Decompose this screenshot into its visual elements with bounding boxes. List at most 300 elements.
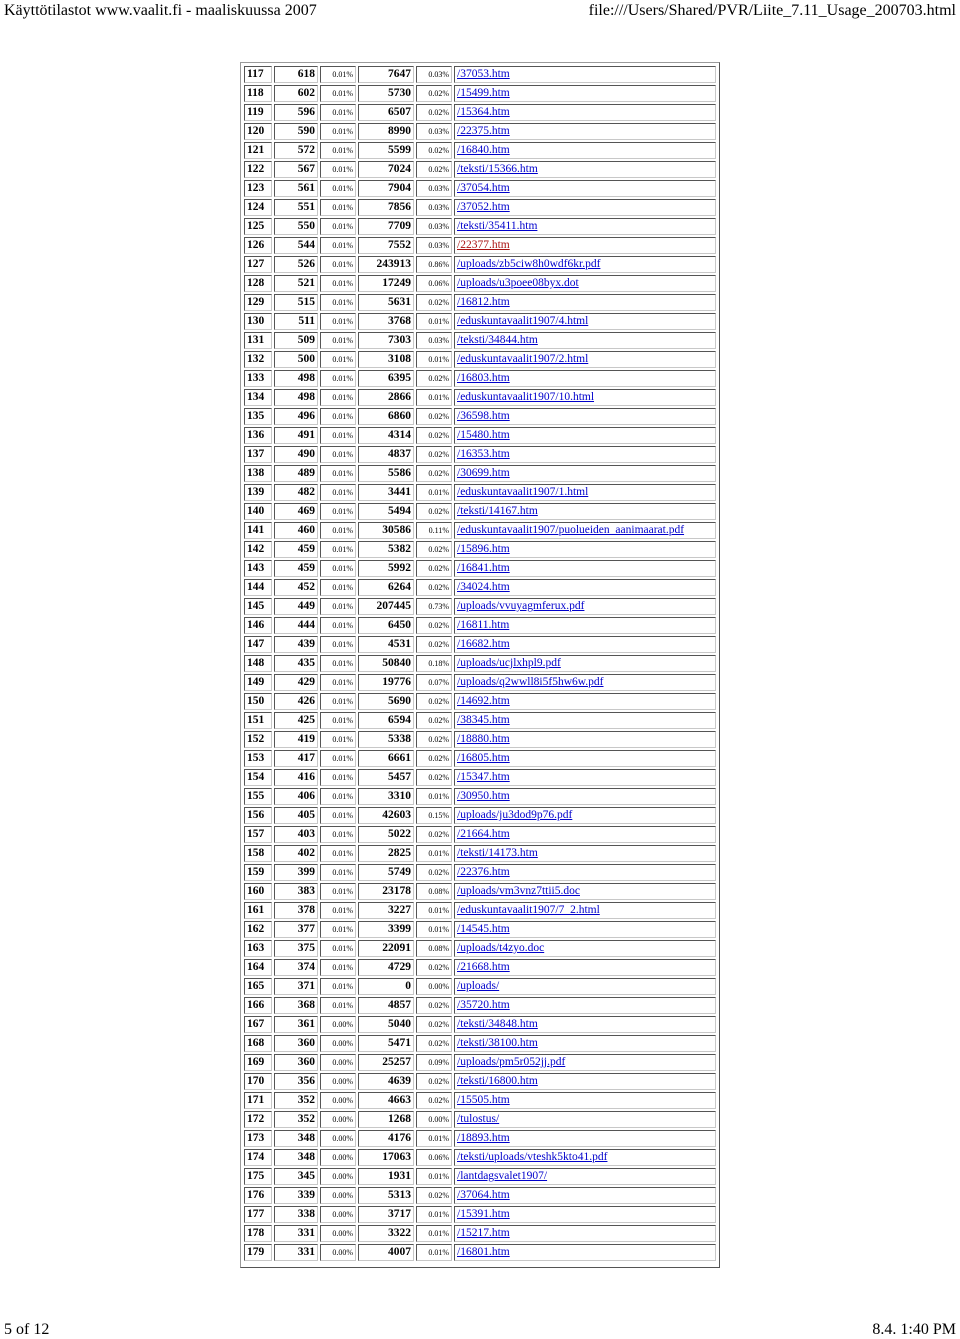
kbytes-cell: 0 [358,978,414,995]
hits-cell: 377 [274,921,318,938]
url-link[interactable]: /lantdagsvalet1907/ [457,1170,548,1182]
url-cell [454,636,716,653]
kbytes-percent-cell: 0.02% [416,959,452,976]
url-cell [454,104,716,121]
rank-cell: 136 [244,427,272,444]
url-link[interactable]: /16841.htm [457,562,510,574]
hits-percent-cell: 0.01% [320,731,356,748]
kbytes-percent-cell: 0.02% [416,541,452,558]
hits-percent-cell: 0.00% [320,1168,356,1185]
hits-cell: 567 [274,161,318,178]
url-cell [454,237,716,254]
rank-cell: 139 [244,484,272,501]
url-link[interactable]: /uploads/q2wwll8i5f5hw6w.pdf [457,676,604,688]
rank-cell: 163 [244,940,272,957]
kbytes-cell: 7709 [358,218,414,235]
url-link[interactable]: /16812.htm [457,296,510,308]
table-row [244,427,716,444]
url-link[interactable]: /16801.htm [457,1246,510,1258]
kbytes-percent-cell: 0.02% [416,1016,452,1033]
hits-percent-cell: 0.01% [320,636,356,653]
url-cell [454,332,716,349]
url-link[interactable]: /teksti/34848.htm [457,1018,538,1030]
kbytes-percent-cell: 0.02% [416,826,452,843]
hits-cell: 500 [274,351,318,368]
hits-cell: 596 [274,104,318,121]
rank-cell: 179 [244,1244,272,1261]
hits-percent-cell: 0.00% [320,1054,356,1071]
hits-cell: 498 [274,389,318,406]
kbytes-percent-cell: 0.09% [416,1054,452,1071]
url-link[interactable]: /teksti/35411.htm [457,220,538,232]
url-link[interactable]: /teksti/34844.htm [457,334,538,346]
hits-percent-cell: 0.01% [320,693,356,710]
table-row [244,522,716,539]
url-cell [454,123,716,140]
hits-percent-cell: 0.01% [320,218,356,235]
table-row [244,503,716,520]
usage-table [242,64,718,1263]
hits-cell: 348 [274,1149,318,1166]
kbytes-cell: 17063 [358,1149,414,1166]
table-row [244,978,716,995]
rank-cell: 129 [244,294,272,311]
table-row [244,256,716,273]
hits-cell: 403 [274,826,318,843]
kbytes-percent-cell: 0.07% [416,674,452,691]
url-link[interactable]: /eduskuntavaalit1907/1.html [457,486,589,498]
hits-percent-cell: 0.00% [320,1206,356,1223]
url-cell [454,218,716,235]
url-link[interactable]: /16840.htm [457,144,510,156]
hits-percent-cell: 0.01% [320,579,356,596]
url-cell [454,1016,716,1033]
hits-cell: 550 [274,218,318,235]
table-row [244,1244,716,1261]
kbytes-cell: 243913 [358,256,414,273]
url-link[interactable]: /16682.htm [457,638,510,650]
table-row [244,1035,716,1052]
hits-percent-cell: 0.00% [320,1225,356,1242]
kbytes-percent-cell: 0.02% [416,1035,452,1052]
hits-percent-cell: 0.01% [320,332,356,349]
table-row [244,560,716,577]
kbytes-percent-cell: 0.02% [416,104,452,121]
url-link[interactable]: /eduskuntavaalit1907/puolueiden_aanimaarat.pdf [457,524,685,536]
hits-percent-cell: 0.01% [320,275,356,292]
rank-cell: 149 [244,674,272,691]
usage-table-body [244,66,716,1261]
url-link[interactable]: /18880.htm [457,733,510,745]
rank-cell: 137 [244,446,272,463]
kbytes-percent-cell: 0.02% [416,85,452,102]
url-link[interactable]: /uploads/ju3dod9p76.pdf [457,809,573,821]
url-link[interactable]: /uploads/ucjlxhpl9.pdf [457,657,561,669]
table-row [244,446,716,463]
table-row [244,1206,716,1223]
kbytes-percent-cell: 0.02% [416,408,452,425]
url-link[interactable]: /uploads/zb5ciw8h0wdf6kr.pdf [457,258,601,270]
rank-cell: 167 [244,1016,272,1033]
url-cell [454,1073,716,1090]
url-link[interactable]: /teksti/38100.htm [457,1037,538,1049]
rank-cell: 123 [244,180,272,197]
kbytes-percent-cell: 0.02% [416,1073,452,1090]
rank-cell: 150 [244,693,272,710]
rank-cell: 142 [244,541,272,558]
hits-percent-cell: 0.01% [320,598,356,615]
url-link[interactable]: /teksti/uploads/vteshk5kto41.pdf [457,1151,608,1163]
hits-cell: 425 [274,712,318,729]
url-link[interactable]: /38345.htm [457,714,510,726]
kbytes-cell: 1931 [358,1168,414,1185]
hits-percent-cell: 0.01% [320,807,356,824]
url-link[interactable]: /teksti/15366.htm [457,163,538,175]
rank-cell: 121 [244,142,272,159]
url-link[interactable]: /14545.htm [457,923,510,935]
kbytes-percent-cell: 0.02% [416,465,452,482]
kbytes-percent-cell: 0.01% [416,788,452,805]
url-cell [454,503,716,520]
rank-cell: 166 [244,997,272,1014]
kbytes-cell: 2866 [358,389,414,406]
kbytes-cell: 4531 [358,636,414,653]
file-url: file:///Users/Shared/PVR/Liite_7.11_Usage_200703.html [588,2,956,19]
kbytes-percent-cell: 0.02% [416,731,452,748]
hits-percent-cell: 0.01% [320,541,356,558]
kbytes-percent-cell: 0.02% [416,636,452,653]
hits-cell: 374 [274,959,318,976]
url-cell [454,541,716,558]
hits-cell: 490 [274,446,318,463]
kbytes-cell: 3717 [358,1206,414,1223]
url-link[interactable]: /16803.htm [457,372,510,384]
url-link[interactable]: /21668.htm [457,961,510,973]
table-row [244,883,716,900]
kbytes-percent-cell: 0.01% [416,902,452,919]
table-row [244,1073,716,1090]
rank-cell: 161 [244,902,272,919]
url-link[interactable]: /37052.htm [457,201,510,213]
url-link[interactable]: /uploads/ [457,980,500,992]
table-row [244,598,716,615]
hits-percent-cell: 0.00% [320,1111,356,1128]
url-link[interactable]: /eduskuntavaalit1907/7_2.html [457,904,600,916]
url-link[interactable]: /22377.htm [457,239,510,251]
kbytes-percent-cell: 0.03% [416,180,452,197]
url-link[interactable]: /14692.htm [457,695,510,707]
rank-cell: 146 [244,617,272,634]
url-link[interactable]: /16353.htm [457,448,510,460]
hits-cell: 498 [274,370,318,387]
kbytes-cell: 5313 [358,1187,414,1204]
url-link[interactable]: /22375.htm [457,125,510,137]
url-link[interactable]: /34024.htm [457,581,510,593]
kbytes-cell: 6661 [358,750,414,767]
url-link[interactable]: /15505.htm [457,1094,510,1106]
kbytes-percent-cell: 0.03% [416,123,452,140]
hits-percent-cell: 0.00% [320,1187,356,1204]
url-link[interactable]: /teksti/16800.htm [457,1075,538,1087]
hits-percent-cell: 0.00% [320,1244,356,1261]
url-link[interactable]: /uploads/t4zyo.doc [457,942,545,954]
hits-percent-cell: 0.01% [320,180,356,197]
hits-cell: 352 [274,1092,318,1109]
rank-cell: 160 [244,883,272,900]
table-row [244,541,716,558]
url-link[interactable]: /uploads/vvuyagmferux.pdf [457,600,585,612]
rank-cell: 117 [244,66,272,83]
kbytes-percent-cell: 0.73% [416,598,452,615]
url-link[interactable]: /15217.htm [457,1227,510,1239]
kbytes-percent-cell: 0.02% [416,693,452,710]
page-title: Käyttötilastot www.vaalit.fi - maaliskuussa 2007 [4,2,317,19]
table-row [244,731,716,748]
url-link[interactable]: /15347.htm [457,771,510,783]
url-link[interactable]: /eduskuntavaalit1907/2.html [457,353,589,365]
url-link[interactable]: /35720.htm [457,999,510,1011]
table-row [244,940,716,957]
table-row [244,655,716,672]
kbytes-percent-cell: 0.02% [416,446,452,463]
table-row [244,1130,716,1147]
usage-table-frame [240,62,720,1268]
rank-cell: 147 [244,636,272,653]
kbytes-cell: 5457 [358,769,414,786]
url-cell [454,1130,716,1147]
table-row [244,199,716,216]
hits-cell: 426 [274,693,318,710]
hits-percent-cell: 0.01% [320,712,356,729]
table-row [244,693,716,710]
url-link[interactable]: /uploads/vm3vnz7ttii5.doc [457,885,580,897]
hits-cell: 590 [274,123,318,140]
table-row [244,750,716,767]
table-row [244,1149,716,1166]
hits-cell: 406 [274,788,318,805]
kbytes-cell: 50840 [358,655,414,672]
url-link[interactable]: /30950.htm [457,790,510,802]
rank-cell: 171 [244,1092,272,1109]
kbytes-percent-cell: 0.01% [416,1130,452,1147]
kbytes-cell: 42603 [358,807,414,824]
kbytes-cell: 7552 [358,237,414,254]
rank-cell: 157 [244,826,272,843]
hits-cell: 572 [274,142,318,159]
kbytes-cell: 4176 [358,1130,414,1147]
rank-cell: 134 [244,389,272,406]
hits-percent-cell: 0.01% [320,256,356,273]
kbytes-cell: 5690 [358,693,414,710]
url-link[interactable]: /15391.htm [457,1208,510,1220]
url-cell [454,1225,716,1242]
kbytes-cell: 3310 [358,788,414,805]
url-link[interactable]: /15480.htm [457,429,510,441]
hits-cell: 352 [274,1111,318,1128]
hits-cell: 405 [274,807,318,824]
kbytes-cell: 4663 [358,1092,414,1109]
table-row [244,864,716,881]
url-link[interactable]: /16811.htm [457,619,510,631]
url-link[interactable]: /37054.htm [457,182,510,194]
hits-percent-cell: 0.01% [320,940,356,957]
kbytes-percent-cell: 0.01% [416,484,452,501]
kbytes-cell: 4837 [358,446,414,463]
table-row [244,826,716,843]
url-cell [454,1035,716,1052]
table-row [244,1187,716,1204]
rank-cell: 174 [244,1149,272,1166]
hits-percent-cell: 0.01% [320,864,356,881]
url-cell [454,161,716,178]
hits-cell: 360 [274,1035,318,1052]
url-cell [454,465,716,482]
kbytes-percent-cell: 0.02% [416,370,452,387]
url-cell [454,85,716,102]
rank-cell: 126 [244,237,272,254]
url-cell [454,807,716,824]
hits-cell: 402 [274,845,318,862]
hits-cell: 378 [274,902,318,919]
url-link[interactable]: /36598.htm [457,410,510,422]
url-link[interactable]: /eduskuntavaalit1907/4.html [457,315,589,327]
kbytes-cell: 3399 [358,921,414,938]
hits-cell: 331 [274,1225,318,1242]
hits-percent-cell: 0.01% [320,769,356,786]
kbytes-cell: 3108 [358,351,414,368]
kbytes-percent-cell: 0.00% [416,1111,452,1128]
table-row [244,712,716,729]
kbytes-percent-cell: 0.00% [416,978,452,995]
kbytes-cell: 5992 [358,560,414,577]
table-row [244,465,716,482]
kbytes-cell: 6594 [358,712,414,729]
hits-percent-cell: 0.00% [320,1073,356,1090]
hits-percent-cell: 0.01% [320,997,356,1014]
kbytes-cell: 22091 [358,940,414,957]
url-link[interactable]: /15896.htm [457,543,510,555]
table-row [244,218,716,235]
url-cell [454,655,716,672]
url-link[interactable]: /teksti/14167.htm [457,505,538,517]
hits-percent-cell: 0.01% [320,408,356,425]
hits-cell: 399 [274,864,318,881]
kbytes-cell: 5749 [358,864,414,881]
url-link[interactable]: /teksti/14173.htm [457,847,538,859]
kbytes-percent-cell: 0.01% [416,1225,452,1242]
table-row [244,921,716,938]
hits-cell: 452 [274,579,318,596]
hits-cell: 338 [274,1206,318,1223]
url-link[interactable]: /uploads/pm5r052jj.pdf [457,1056,566,1068]
kbytes-cell: 8990 [358,123,414,140]
table-row [244,389,716,406]
url-cell [454,731,716,748]
hits-percent-cell: 0.01% [320,66,356,83]
rank-cell: 135 [244,408,272,425]
kbytes-percent-cell: 0.01% [416,351,452,368]
url-link[interactable]: /eduskuntavaalit1907/10.html [457,391,595,403]
hits-cell: 371 [274,978,318,995]
rank-cell: 165 [244,978,272,995]
hits-cell: 417 [274,750,318,767]
table-row [244,807,716,824]
hits-percent-cell: 0.01% [320,978,356,995]
kbytes-cell: 6860 [358,408,414,425]
hits-percent-cell: 0.00% [320,1149,356,1166]
url-link[interactable]: /30699.htm [457,467,510,479]
url-link[interactable]: /15499.htm [457,87,510,99]
kbytes-percent-cell: 0.11% [416,522,452,539]
hits-percent-cell: 0.01% [320,902,356,919]
hits-cell: 449 [274,598,318,615]
rank-cell: 158 [244,845,272,862]
url-link[interactable]: /37053.htm [457,68,510,80]
url-link[interactable]: /16805.htm [457,752,510,764]
hits-cell: 356 [274,1073,318,1090]
url-cell [454,902,716,919]
kbytes-cell: 2825 [358,845,414,862]
kbytes-percent-cell: 0.06% [416,1149,452,1166]
table-row [244,484,716,501]
kbytes-percent-cell: 0.06% [416,275,452,292]
hits-percent-cell: 0.01% [320,522,356,539]
kbytes-cell: 4007 [358,1244,414,1261]
url-cell [454,883,716,900]
rank-cell: 144 [244,579,272,596]
url-link[interactable]: /37064.htm [457,1189,510,1201]
url-cell [454,864,716,881]
url-link[interactable]: /15364.htm [457,106,510,118]
hits-cell: 419 [274,731,318,748]
kbytes-percent-cell: 0.02% [416,750,452,767]
url-cell [454,598,716,615]
kbytes-cell: 4857 [358,997,414,1014]
hits-cell: 526 [274,256,318,273]
table-row [244,85,716,102]
rank-cell: 176 [244,1187,272,1204]
url-cell [454,389,716,406]
kbytes-percent-cell: 0.08% [416,940,452,957]
kbytes-cell: 6507 [358,104,414,121]
hits-cell: 383 [274,883,318,900]
hits-cell: 360 [274,1054,318,1071]
url-link[interactable]: /tulostus/ [457,1113,500,1125]
hits-percent-cell: 0.00% [320,1035,356,1052]
url-link[interactable]: /18893.htm [457,1132,510,1144]
rank-cell: 170 [244,1073,272,1090]
url-link[interactable]: /22376.htm [457,866,510,878]
table-row [244,351,716,368]
hits-percent-cell: 0.01% [320,199,356,216]
rank-cell: 172 [244,1111,272,1128]
kbytes-cell: 3322 [358,1225,414,1242]
url-link[interactable]: /uploads/u3poee08byx.dot [457,277,579,289]
hits-percent-cell: 0.01% [320,370,356,387]
rank-cell: 162 [244,921,272,938]
table-row [244,294,716,311]
url-link[interactable]: /21664.htm [457,828,510,840]
hits-percent-cell: 0.00% [320,1130,356,1147]
rank-cell: 120 [244,123,272,140]
hits-cell: 375 [274,940,318,957]
print-datetime: 8.4. 1:40 PM [872,1321,956,1338]
table-row [244,408,716,425]
url-cell [454,826,716,843]
kbytes-percent-cell: 0.02% [416,427,452,444]
kbytes-percent-cell: 0.15% [416,807,452,824]
hits-percent-cell: 0.00% [320,1092,356,1109]
